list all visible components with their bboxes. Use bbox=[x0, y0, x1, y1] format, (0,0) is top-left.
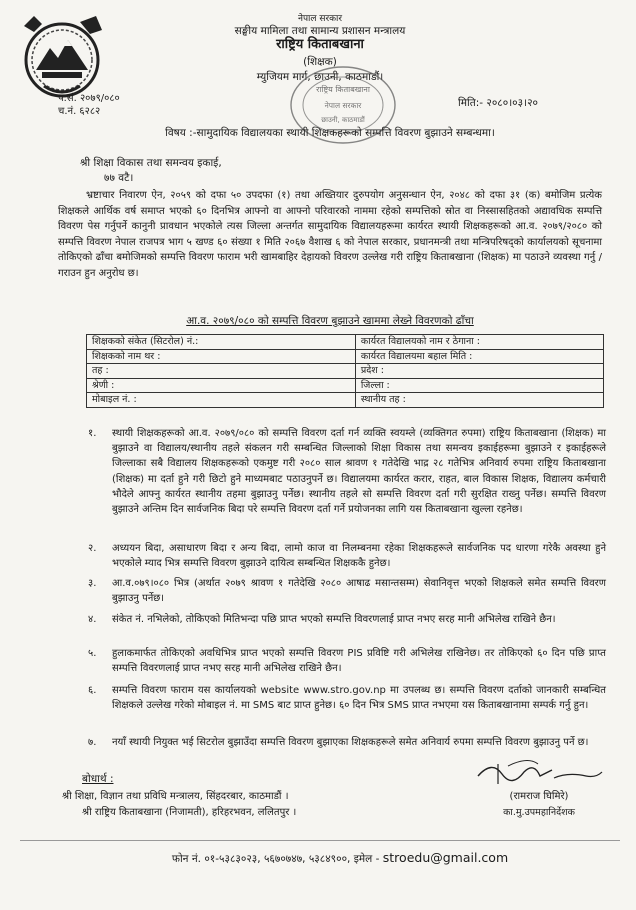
list-item-text: स्थायी शिक्षकहरूको आ.व. २०७९/०८० को सम्पत्ति विवरण दर्ता गर्न व्यक्ति स्वयम्ले (व्यक्तिगत रुपमा) राष्ट्रिय किताबखाना (शिक्षक) मा बुझाउने वा विद्यालय/स्थानीय तहले संकलन गरी सम्बन्धित जिल्लाको शिक्षा विकास तथा समन्वय इकाईहरूमा बुझाउने र इकाईहरूले जिल्लाका सबै विद्यालय शिक्षकहरूको एकमुष्ट गरी २०८० साल श्रावण १ गतेदेखि भाद्र २८ गतेभित्र अनिवार्य रुपमा राष्ट्रिय किताबखाना (शिक्षक) मा दर्ता हुने गरी छिटो हुने माध्यमबाट पठाउनुपर्ने छ। विद्यालयमा कार्यरत करार, राहत, बाल विकास शिक्षक, विद्यालय कर्मचारी भौदेले आफ्नु कार्यरत स्थानीय तहमा बुझाउनु पर्नेछ। स्थानीय तहले सो सम्पत्ति विवरण दर्ता गरी सुरक्षित राख्नु पर्नेछ। सम्पत्ति विवरण बुझाउने अन्तिम दिन सार्वजनिक बिदा परे सम्पत्ति विवरण दर्ता गर्ने प्रयोजनका लागि यस किताबखाना खुल्ला रहनेछ। bbox=[112, 428, 606, 516]
stamp-text-bottom: छाउनी, काठमाडौं bbox=[321, 116, 365, 124]
government-name: नेपाल सरकार bbox=[297, 14, 343, 24]
addressee-line-2: ७७ वटै। bbox=[104, 172, 134, 184]
list-item-number: ३. bbox=[88, 578, 97, 589]
table-cell: जिल्ला : bbox=[355, 378, 603, 393]
table-cell: प्रदेश : bbox=[355, 364, 603, 379]
nepal-emblem-icon bbox=[14, 12, 110, 102]
signatory-name: (रामराज घिमिरे) bbox=[509, 791, 569, 802]
format-title: आ.व. २०७९/०८० को सम्पत्ति विवरण बुझाउने खाममा लेख्ने विवरणको ढाँचा bbox=[186, 315, 474, 327]
table-cell: शिक्षकको संकेत (सिटरोल) नं.: bbox=[87, 335, 356, 350]
stamp-text-top: राष्ट्रिय किताबखाना bbox=[316, 85, 370, 94]
list-item bbox=[58, 426, 606, 517]
cc-heading: बोधार्थ : bbox=[82, 773, 114, 785]
list-item-text: हुलाकमार्फत तोकिएको अवधिभित्र प्राप्त भएको सम्पत्ति विवरण PIS प्रविष्टि गरी अभिलेख राखिनेछ। तर तोकिएको ६० दिन पछि प्राप्त सम्पत्ति विवरणलाई प्राप्त नभए सरह मानी अभिलेख राखिने छैन। bbox=[112, 648, 606, 675]
list-item bbox=[58, 541, 606, 571]
table-cell: मोबाइल नं. : bbox=[87, 393, 356, 408]
subject-line: विषय :-सामुदायिक विद्यालयका स्थायी शिक्षकहरूको सम्पत्ति विवरण बुझाउने सम्बन्धमा। bbox=[165, 127, 495, 139]
office-name: राष्ट्रिय किताबखाना bbox=[276, 37, 364, 52]
table-row bbox=[87, 335, 604, 350]
table-row bbox=[87, 378, 604, 393]
list-item-text: अध्ययन बिदा, असाधारण बिदा र अन्य बिदा, लामो काज वा निलम्बनमा रहेका शिक्षकहरूले सार्वजनिक पद धारणा गरेकै अवस्था हुने भएकोले म्याद भित्र सम्पत्ति विवरण बुझाउने दायित्व सम्बन्धित शिक्षककै हुनेछ। bbox=[112, 543, 606, 570]
list-item bbox=[58, 735, 606, 750]
list-item-number: ५. bbox=[88, 648, 97, 659]
table-cell: स्थानीय तह : bbox=[355, 393, 603, 408]
table-cell: कार्यरत विद्यालयको नाम र ठेगाना : bbox=[355, 335, 603, 350]
list-item-text: सम्पत्ति विवरण फाराम यस कार्यालयको website www.stro.gov.np मा उपलब्ध छ। सम्पत्ति विवरण दर्ताको जानकारी सम्बन्धित शिक्षकले उल्लेख गरेको मोबाइल नं. मा SMS बाट प्राप्त हुनेछ। ६० दिन भित्र SMS प्राप्त नभएमा यस किताबखानामा सम्पर्क गर्नु हुन। bbox=[112, 685, 606, 712]
table-row bbox=[87, 393, 604, 408]
envelope-format-table bbox=[86, 334, 604, 408]
footer-divider bbox=[20, 840, 620, 841]
table-cell: कार्यरत विद्यालयमा बहाल मिति : bbox=[355, 349, 603, 364]
list-item-text: आ.व.०७९।०८० भित्र (अर्थात २०७९ श्रावण १ गतेदेखि २०८० आषाढ मसान्तसम्म) सेवानिवृत्त भएको शिक्षकले समेत सम्पत्ति विवरण बुझाउनु पर्नेछ। bbox=[112, 578, 606, 605]
office-section: (शिक्षक) bbox=[303, 56, 337, 68]
patra-sankhya: प.सं. २०७९/०८० bbox=[58, 93, 120, 104]
cc-recipient: श्री शिक्षा, विज्ञान तथा प्रविधि मन्त्रालय, सिंहदरबार, काठमाडौं । bbox=[62, 791, 289, 802]
list-item-text: नयाँ स्थायी नियुक्त भई सिटरोल बुझाउँदा सम्पत्ति विवरण बुझाएका शिक्षकहरूले समेत अनिवार्य रुपमा सम्पत्ति विवरण बुझाउनु पर्ने छ। bbox=[112, 737, 589, 748]
cc-recipient: श्री राष्ट्रिय किताबखाना (निजामती), हरिहरभवन, ललितपुर । bbox=[82, 807, 297, 818]
list-item-number: ६. bbox=[88, 685, 97, 696]
list-item bbox=[58, 646, 606, 676]
stamp-text-middle: नेपाल सरकार bbox=[324, 101, 362, 110]
addressee-line-1: श्री शिक्षा विकास तथा समन्वय इकाई, bbox=[80, 157, 222, 169]
footer-email-link[interactable]: stroedu@gmail.com bbox=[382, 850, 509, 865]
footer-phone: फोन नं. ०१-५३८३०२३, ५६७०७४७, ५३८४९००, इमेल - bbox=[171, 853, 380, 865]
signature-icon bbox=[468, 754, 608, 790]
list-item-number: २. bbox=[88, 543, 97, 554]
table-cell: तह : bbox=[87, 364, 356, 379]
table-cell: शिक्षकको नाम थर : bbox=[87, 349, 356, 364]
list-item-number: ७. bbox=[88, 737, 97, 748]
list-item bbox=[58, 683, 606, 713]
list-item-number: १. bbox=[88, 428, 97, 439]
letter-date: मिति:- २०८०।०३।२० bbox=[458, 97, 539, 109]
office-address: म्युजियम मार्ग, छाउनी, काठमाडौं। bbox=[256, 71, 384, 83]
list-item-number: ४. bbox=[88, 614, 97, 625]
footer-contact bbox=[130, 850, 550, 866]
body-paragraph: भ्रष्टाचार निवारण ऐन, २०५९ को दफा ५० उपदफा (१) तथा अख्तियार दुरुपयोग अनुसन्धान ऐन, २०४८ को दफा ३१ (क) बमोजिम प्रत्येक शिक्षकले आर्थिक वर्ष समाप्त भएको ६० दिनभित्र आफ्नो वा आफ्नो परिवारको नाममा रहेको सम्पत्तिको स्रोत वा निस्सासहितको अद्यावधिक सम्पत्ति विवरण पेस गर्नुपर्ने कानुनी प्रावधान भएकोले त्यस जिल्ला अन्तर्गत सामुदायिक विद्यालयहरूमा कार्यरत स्थायी शिक्षकहरूको आ.व. २०७९/२०८० को सम्पत्ति विवरण नेपाल राजपत्र भाग ५ खण्ड ६० संख्या १ मिति २०६७ वैशाख ६ को नेपाल सरकार, प्रधानमन्त्री तथा मन्त्रिपरिषद्को कार्यालयको सूचनामा तोकिएको ढाँचा बमोजिमको सम्पत्ति विवरण फाराम भरी खामबाहिर देहायको विवरण उल्लेख गरी राष्ट्रिय किताबखाना (शिक्षक) मा पठाउने व्यवस्था गर्नु /गराउन हुन अनुरोध छ। bbox=[58, 190, 602, 279]
ministry-name: सङ्घीय मामिला तथा सामान्य प्रशासन मन्त्रालय bbox=[234, 25, 406, 37]
signatory-designation: का.मु.उपमहानिर्देशक bbox=[503, 807, 575, 818]
table-cell: श्रेणी : bbox=[87, 378, 356, 393]
table-row bbox=[87, 364, 604, 379]
list-item bbox=[58, 576, 606, 606]
table-row bbox=[87, 349, 604, 364]
list-item-text: संकेत नं. नभिलेको, तोकिएको मितिभन्दा पछि प्राप्त भएको सम्पत्ति विवरणलाई प्राप्त नभए सरह मानी अभिलेख राखिने छैन। bbox=[112, 614, 556, 625]
list-item bbox=[58, 612, 606, 627]
chalani-number: च.नं. ६२८२ bbox=[58, 106, 101, 117]
